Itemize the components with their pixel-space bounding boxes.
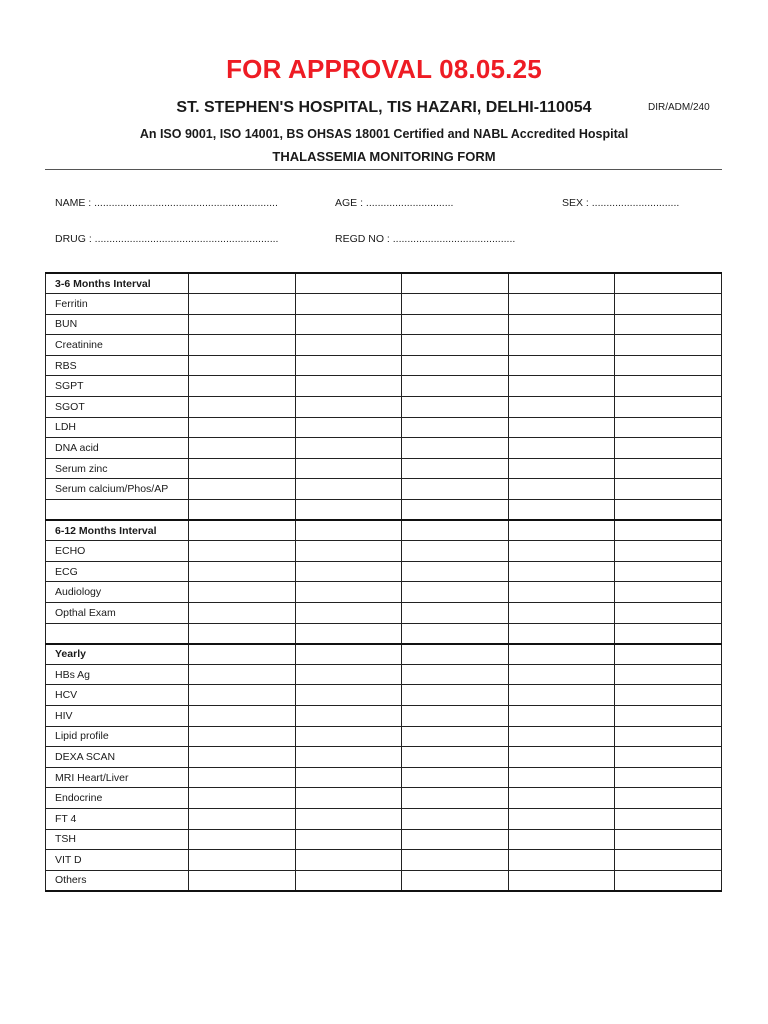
entry-cell[interactable] [508, 850, 615, 871]
hospital-name: ST. STEPHEN'S HOSPITAL, TIS HAZARI, DELHI-110054 [176, 99, 592, 116]
entry-cell[interactable] [508, 520, 615, 541]
entry-cell[interactable] [402, 623, 509, 644]
table-row [46, 438, 722, 459]
entry-cell[interactable] [615, 664, 722, 685]
entry-cell[interactable] [189, 870, 296, 891]
entry-cell[interactable] [295, 479, 402, 500]
entry-cell[interactable] [508, 561, 615, 582]
entry-cell[interactable] [615, 603, 722, 624]
entry-cell[interactable] [508, 747, 615, 768]
entry-cell[interactable] [189, 335, 296, 356]
entry-cell[interactable] [508, 541, 615, 562]
entry-cell[interactable] [615, 870, 722, 891]
entry-cell[interactable] [615, 438, 722, 459]
table-row [46, 850, 722, 871]
entry-cell[interactable] [508, 603, 615, 624]
entry-cell[interactable] [402, 314, 509, 335]
test-label [46, 500, 189, 521]
test-label: Audiology [46, 582, 189, 603]
test-label: HCV [46, 685, 189, 706]
test-label: Lipid profile [46, 726, 189, 747]
entry-cell[interactable] [189, 541, 296, 562]
entry-cell[interactable] [402, 705, 509, 726]
entry-cell[interactable] [615, 520, 722, 541]
entry-cell[interactable] [402, 850, 509, 871]
table-row [46, 685, 722, 706]
entry-cell[interactable] [615, 479, 722, 500]
test-label: RBS [46, 355, 189, 376]
entry-cell[interactable] [402, 273, 509, 294]
entry-cell[interactable] [189, 747, 296, 768]
entry-cell[interactable] [615, 788, 722, 809]
entry-cell[interactable] [615, 458, 722, 479]
entry-cell[interactable] [508, 664, 615, 685]
entry-cell[interactable] [508, 767, 615, 788]
entry-cell[interactable] [402, 747, 509, 768]
test-label: HBs Ag [46, 664, 189, 685]
entry-cell[interactable] [615, 705, 722, 726]
section-heading: Yearly [46, 644, 189, 665]
entry-cell[interactable] [295, 397, 402, 418]
test-label: BUN [46, 314, 189, 335]
entry-cell[interactable] [402, 582, 509, 603]
entry-cell[interactable] [189, 314, 296, 335]
table-row [46, 397, 722, 418]
age-field[interactable]: AGE : .............................. [335, 197, 454, 209]
entry-cell[interactable] [189, 767, 296, 788]
entry-cell[interactable] [615, 644, 722, 665]
entry-cell[interactable] [189, 685, 296, 706]
entry-cell[interactable] [189, 603, 296, 624]
entry-cell[interactable] [508, 705, 615, 726]
entry-cell[interactable] [189, 664, 296, 685]
entry-cell[interactable] [402, 767, 509, 788]
table-row [46, 541, 722, 562]
table-row [46, 376, 722, 397]
entry-cell[interactable] [295, 726, 402, 747]
entry-cell[interactable] [189, 273, 296, 294]
entry-cell[interactable] [189, 479, 296, 500]
entry-cell[interactable] [508, 355, 615, 376]
table-row [46, 788, 722, 809]
monitoring-table [45, 272, 722, 892]
entry-cell[interactable] [295, 273, 402, 294]
entry-cell[interactable] [295, 603, 402, 624]
certification-line: An ISO 9001, ISO 14001, BS OHSAS 18001 Certified and NABL Accredited Hospital [139, 127, 629, 141]
entry-cell[interactable] [615, 747, 722, 768]
entry-cell[interactable] [295, 850, 402, 871]
table-row [46, 623, 722, 644]
test-label: MRI Heart/Liver [46, 767, 189, 788]
entry-cell[interactable] [295, 685, 402, 706]
entry-cell[interactable] [295, 458, 402, 479]
test-label: DNA acid [46, 438, 189, 459]
entry-cell[interactable] [189, 808, 296, 829]
table-row [46, 808, 722, 829]
entry-cell[interactable] [295, 767, 402, 788]
entry-cell[interactable] [189, 294, 296, 315]
entry-cell[interactable] [189, 726, 296, 747]
table-row [46, 314, 722, 335]
table-row [46, 644, 722, 665]
entry-cell[interactable] [508, 397, 615, 418]
entry-cell[interactable] [508, 644, 615, 665]
entry-cell[interactable] [189, 850, 296, 871]
entry-cell[interactable] [189, 788, 296, 809]
test-label: Creatinine [46, 335, 189, 356]
entry-cell[interactable] [402, 335, 509, 356]
entry-cell[interactable] [295, 623, 402, 644]
entry-cell[interactable] [615, 767, 722, 788]
entry-cell[interactable] [189, 376, 296, 397]
entry-cell[interactable] [402, 294, 509, 315]
table-row [46, 767, 722, 788]
entry-cell[interactable] [189, 623, 296, 644]
entry-cell[interactable] [402, 438, 509, 459]
entry-cell[interactable] [189, 397, 296, 418]
section-heading: 6-12 Months Interval [46, 520, 189, 541]
table-row [46, 458, 722, 479]
test-label: DEXA SCAN [46, 747, 189, 768]
entry-cell[interactable] [615, 417, 722, 438]
test-label: FT 4 [46, 808, 189, 829]
entry-cell[interactable] [189, 561, 296, 582]
entry-cell[interactable] [508, 335, 615, 356]
entry-cell[interactable] [402, 355, 509, 376]
test-label: LDH [46, 417, 189, 438]
test-label: Opthal Exam [46, 603, 189, 624]
entry-cell[interactable] [615, 541, 722, 562]
table-row [46, 417, 722, 438]
entry-cell[interactable] [615, 294, 722, 315]
header-divider [45, 169, 722, 170]
entry-cell[interactable] [508, 438, 615, 459]
entry-cell[interactable] [189, 417, 296, 438]
table-row [46, 500, 722, 521]
entry-cell[interactable] [615, 355, 722, 376]
entry-cell[interactable] [615, 582, 722, 603]
entry-cell[interactable] [615, 850, 722, 871]
entry-cell[interactable] [402, 870, 509, 891]
test-label: SGOT [46, 397, 189, 418]
entry-cell[interactable] [402, 541, 509, 562]
entry-cell[interactable] [508, 273, 615, 294]
entry-cell[interactable] [189, 705, 296, 726]
test-label: ECG [46, 561, 189, 582]
entry-cell[interactable] [402, 376, 509, 397]
name-field[interactable]: NAME : ............................................................... [55, 197, 278, 209]
entry-cell[interactable] [508, 294, 615, 315]
table-row [46, 726, 722, 747]
table-row [46, 705, 722, 726]
entry-cell[interactable] [295, 355, 402, 376]
table-row [46, 664, 722, 685]
entry-cell[interactable] [508, 458, 615, 479]
entry-cell[interactable] [189, 520, 296, 541]
entry-cell[interactable] [402, 603, 509, 624]
entry-cell[interactable] [295, 417, 402, 438]
entry-cell[interactable] [189, 355, 296, 376]
table-row [46, 294, 722, 315]
entry-cell[interactable] [295, 294, 402, 315]
entry-cell[interactable] [508, 829, 615, 850]
entry-cell[interactable] [189, 458, 296, 479]
entry-cell[interactable] [615, 829, 722, 850]
entry-cell[interactable] [508, 623, 615, 644]
drug-field[interactable]: DRUG : ............................................................... [55, 233, 279, 245]
test-label [46, 623, 189, 644]
test-label: HIV [46, 705, 189, 726]
entry-cell[interactable] [508, 685, 615, 706]
entry-cell[interactable] [508, 376, 615, 397]
entry-cell[interactable] [295, 335, 402, 356]
entry-cell[interactable] [615, 726, 722, 747]
entry-cell[interactable] [402, 479, 509, 500]
entry-cell[interactable] [508, 726, 615, 747]
entry-cell[interactable] [295, 314, 402, 335]
table-row [46, 520, 722, 541]
entry-cell[interactable] [402, 664, 509, 685]
approval-stamp: FOR APPROVAL 08.05.25 [226, 54, 542, 84]
entry-cell[interactable] [402, 788, 509, 809]
entry-cell[interactable] [295, 747, 402, 768]
entry-cell[interactable] [508, 870, 615, 891]
entry-cell[interactable] [402, 808, 509, 829]
entry-cell[interactable] [402, 397, 509, 418]
entry-cell[interactable] [508, 314, 615, 335]
entry-cell[interactable] [402, 458, 509, 479]
entry-cell[interactable] [295, 808, 402, 829]
entry-cell[interactable] [295, 788, 402, 809]
entry-cell[interactable] [295, 705, 402, 726]
entry-cell[interactable] [508, 500, 615, 521]
test-label: TSH [46, 829, 189, 850]
table-row [46, 829, 722, 850]
entry-cell[interactable] [295, 829, 402, 850]
entry-cell[interactable] [402, 500, 509, 521]
entry-cell[interactable] [402, 561, 509, 582]
entry-cell[interactable] [295, 541, 402, 562]
table-row [46, 561, 722, 582]
table-row [46, 479, 722, 500]
entry-cell[interactable] [615, 685, 722, 706]
entry-cell[interactable] [402, 726, 509, 747]
entry-cell[interactable] [295, 644, 402, 665]
table-row [46, 335, 722, 356]
entry-cell[interactable] [615, 376, 722, 397]
entry-cell[interactable] [402, 829, 509, 850]
entry-cell[interactable] [615, 314, 722, 335]
test-label: ECHO [46, 541, 189, 562]
section-heading: 3-6 Months Interval [46, 273, 189, 294]
entry-cell[interactable] [615, 335, 722, 356]
entry-cell[interactable] [508, 417, 615, 438]
entry-cell[interactable] [189, 582, 296, 603]
entry-cell[interactable] [508, 788, 615, 809]
test-label: Serum calcium/Phos/AP [46, 479, 189, 500]
entry-cell[interactable] [615, 500, 722, 521]
entry-cell[interactable] [402, 644, 509, 665]
entry-cell[interactable] [295, 438, 402, 459]
entry-cell[interactable] [615, 273, 722, 294]
table-row [46, 603, 722, 624]
table-row [46, 747, 722, 768]
entry-cell[interactable] [295, 664, 402, 685]
entry-cell[interactable] [295, 870, 402, 891]
entry-cell[interactable] [402, 417, 509, 438]
entry-cell[interactable] [295, 520, 402, 541]
entry-cell[interactable] [295, 582, 402, 603]
entry-cell[interactable] [615, 808, 722, 829]
entry-cell[interactable] [402, 685, 509, 706]
table-row [46, 355, 722, 376]
test-label: Others [46, 870, 189, 891]
entry-cell[interactable] [615, 397, 722, 418]
test-label: Endocrine [46, 788, 189, 809]
entry-cell[interactable] [615, 623, 722, 644]
form-code: DIR/ADM/240 [648, 102, 710, 113]
entry-cell[interactable] [615, 561, 722, 582]
entry-cell[interactable] [508, 582, 615, 603]
entry-cell[interactable] [189, 644, 296, 665]
table-row [46, 273, 722, 294]
test-label: VIT D [46, 850, 189, 871]
test-label: Ferritin [46, 294, 189, 315]
entry-cell[interactable] [295, 376, 402, 397]
form-title: THALASSEMIA MONITORING FORM [272, 149, 496, 164]
entry-cell[interactable] [189, 438, 296, 459]
entry-cell[interactable] [295, 561, 402, 582]
test-label: Serum zinc [46, 458, 189, 479]
regd-no-field[interactable]: REGD NO : .......................................... [335, 233, 516, 245]
sex-field[interactable]: SEX : .............................. [562, 197, 680, 209]
entry-cell[interactable] [295, 500, 402, 521]
table-row [46, 870, 722, 891]
entry-cell[interactable] [508, 479, 615, 500]
entry-cell[interactable] [189, 829, 296, 850]
entry-cell[interactable] [508, 808, 615, 829]
entry-cell[interactable] [402, 520, 509, 541]
test-label: SGPT [46, 376, 189, 397]
table-row [46, 582, 722, 603]
entry-cell[interactable] [189, 500, 296, 521]
